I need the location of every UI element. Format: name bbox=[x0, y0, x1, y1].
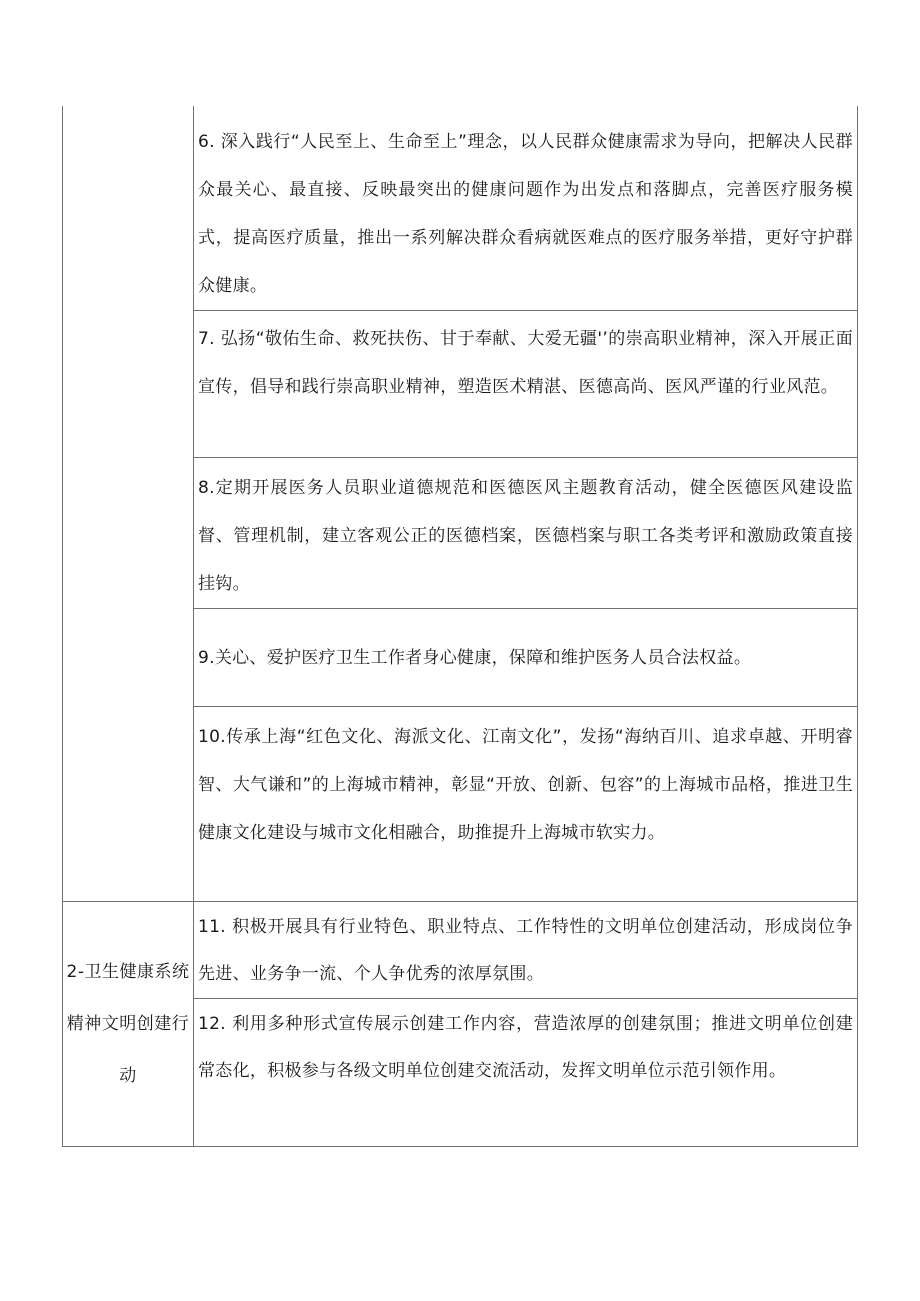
category-label: 2-卫生健康系统精神文明创建行动 bbox=[66, 962, 190, 1086]
item-cell bbox=[194, 707, 858, 902]
item-cell bbox=[194, 902, 858, 999]
action-table bbox=[62, 106, 858, 1147]
item-text-7: 7. 弘扬“敬佑生命、救死扶伤、甘于奉献、大爱无疆'’的崇高职业精神，深入开展正面宣传，倡导和践行崇高职业精神，塑造医术精湛、医德高尚、医风严谨的行业风范。 bbox=[198, 329, 853, 397]
category-cell bbox=[63, 902, 194, 1147]
category-cell-empty bbox=[63, 106, 194, 902]
item-text-9: 9.关心、爱护医疗卫生工作者身心健康，保障和维护医务人员合法权益。 bbox=[198, 647, 752, 668]
item-cell bbox=[194, 609, 858, 707]
item-cell bbox=[194, 458, 858, 609]
table-row bbox=[63, 106, 858, 311]
item-cell bbox=[194, 311, 858, 458]
item-text-8: 8.定期开展医务人员职业道德规范和医德医风主题教育活动，健全医德医风建设监督、管理机制，建立客观公正的医德档案，医德档案与职工各类考评和激励政策直接挂钩。 bbox=[198, 478, 853, 594]
table-row bbox=[63, 902, 858, 999]
item-text-6: 6. 深入践行“人民至上、生命至上”理念，以人民群众健康需求为导向，把解决人民群众最关心、最直接、反映最突出的健康问题作为出发点和落脚点，完善医疗服务模式，提高医疗质量，推出一系列解决群众看病就医难点的医疗服务举措，更好守护群众健康。 bbox=[198, 132, 853, 296]
item-cell bbox=[194, 106, 858, 311]
item-text-10: 10.传承上海“红色文化、海派文化、江南文化”，发扬“海纳百川、追求卓越、开明睿智、大气谦和”的上海城市精神，彰显“开放、创新、包容”的上海城市品格，推进卫生健康文化建设与城市文化相融合，助推提升上海城市软实力。 bbox=[198, 727, 853, 843]
item-text-11: 11. 积极开展具有行业特色、职业特点、工作特性的文明单位创建活动，形成岗位争先进、业务争一流、个人争优秀的浓厚氛围。 bbox=[198, 917, 853, 984]
item-text-12: 12. 利用多种形式宣传展示创建工作内容，营造浓厚的创建氛围；推进文明单位创建常态化，积极参与各级文明单位创建交流活动，发挥文明单位示范引领作用。 bbox=[198, 1014, 853, 1081]
item-cell bbox=[194, 999, 858, 1147]
